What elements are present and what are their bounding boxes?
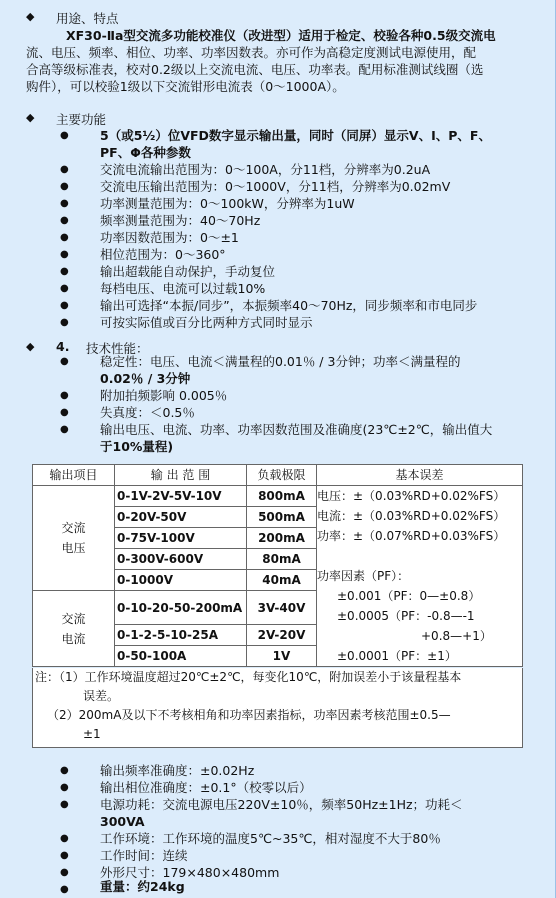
dot-bullet-icon: ● [60, 317, 69, 328]
dot-bullet-icon: ● [60, 782, 69, 793]
section-number: 4. [56, 339, 70, 354]
load-cell: 1V [247, 646, 317, 667]
range-cell: 0-300V-600V [115, 549, 247, 570]
range-cell: 0-75V-100V [115, 528, 247, 549]
table-header-row [33, 465, 523, 486]
spec-item: 输出相位准确度：±0.1°（校零以后） [100, 780, 312, 795]
performance-item: 附加拍频影响 0.005％ [100, 388, 228, 403]
note-line: 误差。 [83, 689, 120, 703]
table-notes [32, 668, 523, 748]
performance-item: 失真度：＜0.5％ [100, 405, 195, 420]
table-row [33, 486, 523, 507]
dot-bullet-icon: ● [60, 164, 69, 175]
group-label-current [33, 591, 115, 667]
dot-bullet-icon: ● [60, 266, 69, 277]
range-cell: 0-10-20-50-200mA [115, 591, 247, 625]
function-item: 频率测量范围为：40～70Hz [100, 213, 261, 228]
error-line: 电流：±（0.03%RD+0.02%FS） [317, 509, 506, 523]
diamond-bullet-icon: ◆ [26, 111, 35, 124]
dot-bullet-icon: ● [60, 390, 69, 401]
dot-bullet-icon: ● [60, 215, 69, 226]
group-label-line: 电压 [61, 541, 86, 555]
load-cell: 200mA [247, 528, 317, 549]
dot-bullet-icon: ● [60, 181, 69, 192]
function-item: 功率因数范围为：0～±1 [100, 230, 239, 245]
diamond-bullet-icon: ◆ [26, 340, 35, 353]
note-line: （2）200mA及以下不考核相角和功率因素指标，功率因素考核范围±0.5— [47, 708, 451, 722]
dot-bullet-icon: ● [60, 300, 69, 311]
range-cell: 0-1-2-5-10-25A [115, 625, 247, 646]
usage-line-2: 流、电压、频率、相位、功率、功率因数表。亦可作为高稳定度测试电源使用，配 [26, 45, 477, 60]
spec-item: 电源功耗：交流电源电压220V±10％，频率50Hz±1Hz；功耗＜ [100, 797, 463, 812]
table-header: 输 出 范 围 [115, 465, 247, 486]
table-header: 输出项目 [33, 465, 115, 486]
error-line: 功率因素（PF）： [317, 569, 410, 583]
spec-item: 重量：约24kg [100, 879, 185, 894]
spec-item: 工作时间：连续 [100, 848, 188, 863]
table-header: 负载极限 [247, 465, 317, 486]
basic-error-cell [317, 486, 523, 667]
function-item: 交流电压输出范围为：0～1000V，分11档，分辨率为0.02mV [100, 179, 451, 194]
error-line: 电压：±（0.03%RD+0.02%FS） [317, 489, 506, 503]
error-line: 功率：±（0.07%RD+0.03%FS） [317, 529, 506, 543]
performance-item-cont: 0.02％ / 3分钟 [100, 371, 191, 386]
group-label-line: 交流 [61, 521, 86, 535]
diamond-bullet-icon: ◆ [26, 10, 35, 23]
dot-bullet-icon: ● [60, 407, 69, 418]
performance-item-cont: 于10%量程) [100, 439, 174, 454]
usage-line-4: 购件），可以校验1级以下交流钳形电流表（0～1000A）。 [26, 79, 345, 94]
function-item: 可按实际值或百分比两种方式同时显示 [100, 315, 313, 330]
load-cell: 40mA [247, 570, 317, 591]
error-line: ±0.0005（PF：-0.8—-1 [337, 609, 475, 623]
range-cell: 0-1V-2V-5V-10V [115, 486, 247, 507]
function-item: 5（或5½）位VFD数字显示输出量，同时（同屏）显示V、I、P、F、 [100, 128, 491, 143]
function-item: 功率测量范围为：0～100kW，分辨率为1uW [100, 196, 355, 211]
range-cell: 0-1000V [115, 570, 247, 591]
error-line [317, 546, 522, 566]
dot-bullet-icon: ● [60, 249, 69, 260]
dot-bullet-icon: ● [60, 765, 69, 776]
spec-table [32, 464, 523, 667]
dot-bullet-icon: ● [60, 867, 69, 878]
performance-item: 输出电压、电流、功率、功率因数范围及准确度(23℃±2℃，输出值大 [100, 422, 493, 437]
performance-item: 稳定性：电压、电流＜满量程的0.01％ / 3分钟；功率＜满量程的 [100, 354, 461, 369]
error-line: +0.8—+1） [421, 629, 492, 643]
dot-bullet-icon: ● [60, 283, 69, 294]
group-label-line: 交流 [61, 611, 86, 626]
load-cell: 500mA [247, 507, 317, 528]
spec-item: 工作环境：工作环境的温度5℃~35℃，相对湿度不大于80％ [100, 831, 441, 846]
load-cell: 2V-20V [247, 625, 317, 646]
dot-bullet-icon: ● [60, 356, 69, 367]
table-header: 基本误差 [317, 465, 523, 486]
usage-line-1: XF30-Ⅱa型交流多功能校准仪（改进型）适用于检定、校验各种0.5级交流电 [66, 28, 496, 43]
section-title-functions: 主要功能 [56, 112, 107, 127]
group-label-voltage [33, 486, 115, 591]
function-item: 每档电压、电流可以过载10% [100, 281, 266, 296]
error-line: ±0.001（PF：0—±0.8） [337, 589, 481, 603]
spec-item-cont: 300VA [100, 814, 145, 829]
dot-bullet-icon: ● [60, 799, 69, 810]
range-cell: 0-20V-50V [115, 507, 247, 528]
function-item: 输出超载能自动保护，手动复位 [100, 264, 276, 279]
load-cell: 80mA [247, 549, 317, 570]
section-title-performance: 技术性能： [86, 341, 149, 356]
function-item: 输出可选择“本振/同步”，本振频率40～70Hz，同步频率和市电同步 [100, 298, 478, 313]
spec-item: 外形尺寸：179×480×480mm [100, 865, 280, 880]
note-line: ±1 [83, 727, 101, 741]
function-item-cont: PF、Φ各种参数 [100, 145, 191, 160]
function-item: 相位范围为：0～360° [100, 247, 226, 262]
dot-bullet-icon: ● [60, 833, 69, 844]
spec-item: 输出频率准确度：±0.02Hz [100, 763, 255, 778]
dot-bullet-icon: ● [60, 198, 69, 209]
load-cell: 800mA [247, 486, 317, 507]
group-label-line: 电流 [61, 631, 86, 646]
dot-bullet-icon: ● [60, 884, 69, 895]
range-cell: 0-50-100A [115, 646, 247, 667]
load-cell: 3V-40V [247, 591, 317, 625]
function-item: 交流电流输出范围为：0～100A，分11档，分辨率为0.2uA [100, 162, 431, 177]
section-title-usage: 用途、特点 [56, 11, 119, 26]
note-line: 注：（1）工作环境温度超过20℃±2℃，每变化10℃，附加误差小于该量程基本 [35, 670, 462, 684]
dot-bullet-icon: ● [60, 130, 69, 141]
error-line: ±0.0001（PF：±1） [337, 649, 457, 663]
dot-bullet-icon: ● [60, 232, 69, 243]
dot-bullet-icon: ● [60, 424, 69, 435]
usage-line-3: 合高等级标准表，校对0.2级以上交流电流、电压、功率表。配用标准测试线圈（选 [26, 62, 484, 77]
dot-bullet-icon: ● [60, 850, 69, 861]
